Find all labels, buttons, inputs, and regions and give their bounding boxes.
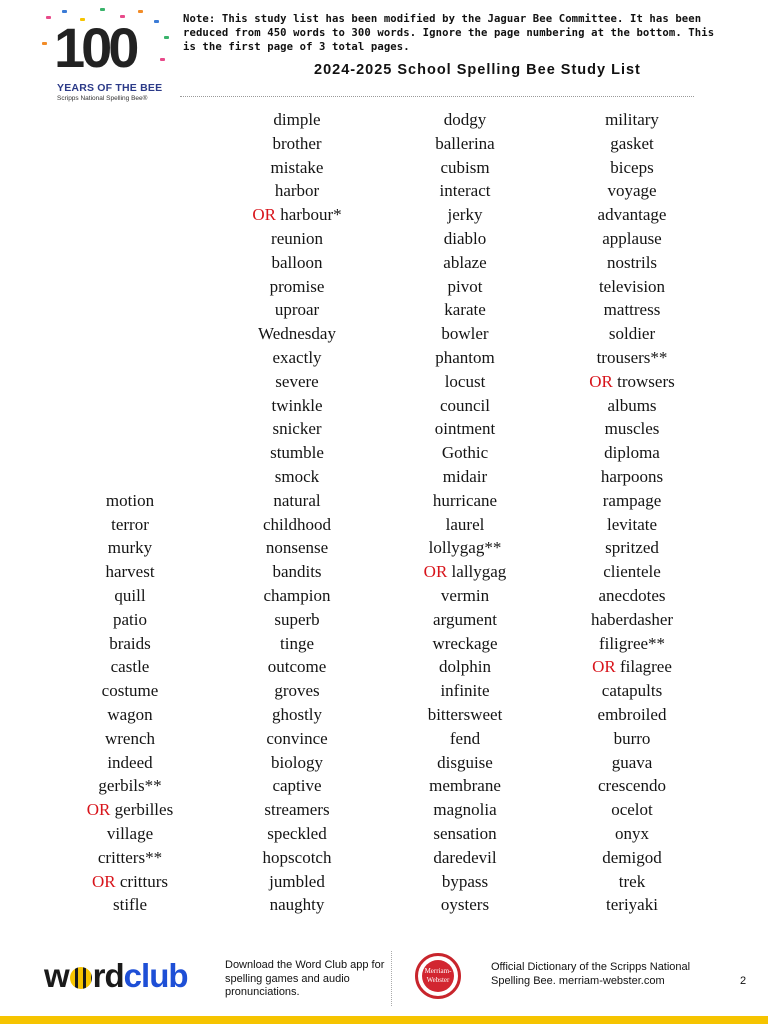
spelling-word	[217, 417, 377, 441]
spelling-word-text: biology	[271, 752, 323, 772]
spelling-word	[217, 156, 377, 180]
spelling-word-text: catapults	[601, 681, 663, 701]
word-column-2	[217, 108, 377, 917]
spelling-word-text: gasket	[610, 133, 654, 153]
spelling-word	[385, 608, 545, 632]
spelling-word	[385, 108, 545, 132]
spelling-word	[385, 298, 545, 322]
spelling-word-text: wagon	[107, 704, 153, 724]
spelling-word-text: fend	[449, 728, 481, 748]
spelling-word-text: severe	[275, 371, 319, 391]
spelling-word-text: gerbils**	[98, 776, 162, 796]
spelling-word	[552, 822, 712, 846]
spelling-word-text: biceps	[610, 157, 654, 177]
spelling-word-text: lollygag**	[428, 538, 502, 558]
spelling-word	[552, 394, 712, 418]
spelling-word-text: bandits	[272, 562, 322, 582]
spelling-word	[217, 893, 377, 917]
spelling-word	[50, 513, 210, 537]
spelling-word-text: snicker	[272, 419, 322, 439]
spelling-word	[217, 560, 377, 584]
spelling-word	[552, 751, 712, 775]
spelling-word-text: gerbilles	[114, 800, 174, 820]
spelling-word-text: lallygag	[451, 562, 507, 582]
spelling-word-text: harpoons	[600, 466, 664, 486]
spelling-word-text: guava	[611, 752, 653, 772]
spelling-word	[217, 275, 377, 299]
spelling-word-text: bowler	[441, 324, 489, 344]
spelling-word-text: uproar	[274, 300, 320, 320]
spelling-word	[217, 179, 377, 203]
logo-number: 100	[54, 16, 136, 79]
header-divider	[180, 96, 694, 97]
spelling-word	[217, 227, 377, 251]
spelling-word-text: infinite	[440, 681, 490, 701]
spelling-word-text: albums	[607, 395, 657, 415]
spelling-word	[217, 203, 377, 227]
spelling-word	[50, 774, 210, 798]
spelling-word	[385, 632, 545, 656]
spelling-word-text: muscles	[604, 419, 660, 439]
spelling-word-text: filagree	[619, 657, 672, 677]
spelling-word-text: clientele	[603, 562, 661, 582]
spelling-word	[552, 774, 712, 798]
spelling-word-text: natural	[273, 490, 321, 510]
merriam-webster-logo[interactable]: Merriam- Webster	[415, 953, 461, 999]
spelling-word-text: hurricane	[432, 490, 498, 510]
spelling-word	[552, 179, 712, 203]
spelling-word	[50, 536, 210, 560]
spelling-word	[50, 703, 210, 727]
spelling-word-text: locust	[444, 371, 486, 391]
word-column-1	[50, 489, 210, 917]
spelling-word	[50, 751, 210, 775]
spelling-word	[552, 132, 712, 156]
spelling-word	[552, 703, 712, 727]
spelling-word	[50, 608, 210, 632]
spelling-word-text: Gothic	[441, 443, 489, 463]
spelling-word	[552, 727, 712, 751]
footer	[0, 945, 768, 1024]
spelling-word-text: demigod	[602, 847, 662, 867]
spelling-word	[552, 655, 712, 679]
spelling-word-text: embroiled	[597, 704, 667, 724]
spelling-word	[50, 822, 210, 846]
spelling-word-text: balloon	[271, 252, 323, 272]
spelling-word-text: speckled	[267, 823, 327, 843]
spelling-word	[385, 536, 545, 560]
spelling-word	[385, 822, 545, 846]
spelling-word-text: anecdotes	[598, 585, 666, 605]
spelling-word	[217, 846, 377, 870]
spelling-word	[552, 560, 712, 584]
spelling-word	[552, 203, 712, 227]
spelling-word-text: pivot	[447, 276, 483, 296]
spelling-word	[385, 394, 545, 418]
spelling-word	[552, 370, 712, 394]
spelling-word-text: spritzed	[605, 538, 659, 558]
spelling-word-text: advantage	[597, 205, 667, 225]
spelling-word	[217, 822, 377, 846]
spelling-word-text: quill	[114, 585, 146, 605]
spelling-word-text: trek	[618, 871, 646, 891]
spelling-word	[217, 251, 377, 275]
spelling-word-text: jumbled	[269, 871, 325, 891]
spelling-word-text: argument	[433, 609, 497, 629]
spelling-word-text: bittersweet	[427, 704, 503, 724]
spelling-word	[217, 751, 377, 775]
spelling-word-text: tinge	[280, 633, 314, 653]
spelling-word	[217, 584, 377, 608]
spelling-word	[50, 584, 210, 608]
spelling-word	[217, 346, 377, 370]
alternate-spelling-marker: OR	[86, 800, 111, 820]
spelling-word	[217, 513, 377, 537]
spelling-word-text: critturs	[119, 871, 169, 891]
spelling-word-text: murky	[107, 538, 153, 558]
spelling-word	[217, 322, 377, 346]
spelling-word-text: indeed	[107, 752, 153, 772]
alternate-spelling-marker: OR	[589, 371, 613, 391]
footer-divider	[391, 951, 392, 1006]
spelling-word-text: Wednesday	[258, 324, 336, 344]
spelling-word	[385, 727, 545, 751]
spelling-word	[385, 465, 545, 489]
spelling-word	[552, 632, 712, 656]
spelling-word-text: dimple	[273, 110, 321, 129]
spelling-word	[50, 679, 210, 703]
spelling-word	[552, 536, 712, 560]
spelling-word	[217, 465, 377, 489]
spelling-word-text: village	[106, 823, 154, 843]
spelling-word	[552, 275, 712, 299]
spelling-word-text: terror	[111, 514, 149, 534]
spelling-word-text: phantom	[435, 347, 495, 367]
spelling-word-text: bypass	[441, 871, 489, 891]
spelling-word-text: daredevil	[433, 847, 497, 867]
committee-note: Note: This study list has been modified by the Jaguar Bee Committee. It has been reduced from 450 words to 300 words. Ignore the page numbering at the bottom. This is the first page of 3 total pages.	[183, 13, 715, 53]
spelling-word-text: jerky	[447, 205, 483, 225]
spelling-word-text: voyage	[607, 181, 657, 201]
spelling-word	[385, 560, 545, 584]
spelling-word	[385, 275, 545, 299]
spelling-word-text: twinkle	[271, 395, 323, 415]
spelling-word	[552, 156, 712, 180]
spelling-word	[552, 489, 712, 513]
spelling-word-text: diablo	[443, 228, 487, 248]
spelling-word-text: naughty	[269, 895, 325, 915]
spelling-word	[552, 846, 712, 870]
spelling-word	[385, 370, 545, 394]
spelling-word	[50, 632, 210, 656]
spelling-word-text: teriyaki	[606, 895, 658, 915]
alternate-spelling-marker: OR	[252, 205, 276, 225]
spelling-word	[552, 108, 712, 132]
spelling-word-text: promise	[269, 276, 325, 296]
logo-subtitle: Scripps National Spelling Bee®	[57, 95, 148, 102]
spelling-word	[385, 346, 545, 370]
spelling-word-text: soldier	[608, 324, 656, 344]
spelling-word-text: rampage	[602, 490, 662, 510]
spelling-word	[217, 798, 377, 822]
spelling-word-text: groves	[274, 681, 320, 701]
spelling-word-text: hopscotch	[262, 847, 332, 867]
spelling-word-text: captive	[272, 776, 322, 796]
wordclub-app-promo: Download the Word Club app for spelling games and audio pronunciations.	[225, 959, 385, 998]
spelling-word-text: magnolia	[433, 800, 497, 820]
spelling-word-text: mistake	[270, 157, 324, 177]
alternate-spelling-marker: OR	[91, 871, 116, 891]
years-of-the-bee-logo	[40, 6, 175, 106]
spelling-word	[217, 632, 377, 656]
spelling-word-text: ghostly	[271, 704, 323, 724]
spelling-word-text: outcome	[267, 657, 327, 677]
spelling-word	[385, 322, 545, 346]
spelling-word	[385, 774, 545, 798]
spelling-word	[552, 346, 712, 370]
spelling-word	[385, 417, 545, 441]
spelling-word-text: disguise	[437, 752, 493, 772]
spelling-word	[217, 489, 377, 513]
spelling-word	[552, 608, 712, 632]
spelling-word	[552, 298, 712, 322]
spelling-word	[385, 179, 545, 203]
spelling-word-text: applause	[602, 228, 662, 248]
spelling-word	[385, 251, 545, 275]
spelling-word-text: filigree**	[598, 633, 666, 653]
spelling-word	[50, 798, 210, 822]
spelling-word-text: convince	[266, 728, 328, 748]
spelling-word-text: levitate	[606, 514, 658, 534]
spelling-word-text: stifle	[113, 895, 147, 915]
spelling-word	[552, 798, 712, 822]
spelling-word-text: midair	[442, 466, 488, 486]
spelling-word-text: superb	[274, 609, 320, 629]
logo-tagline: YEARS OF THE BEE	[57, 82, 163, 94]
spelling-word-text: interact	[439, 181, 491, 201]
spelling-word-text: patio	[113, 609, 147, 629]
spelling-word	[217, 394, 377, 418]
spelling-word-text: castle	[110, 657, 150, 677]
spelling-word	[385, 132, 545, 156]
spelling-word	[552, 513, 712, 537]
spelling-word	[385, 655, 545, 679]
spelling-word-text: childhood	[263, 514, 331, 534]
spelling-word	[217, 132, 377, 156]
spelling-word-text: television	[598, 276, 666, 296]
spelling-word-text: onyx	[615, 823, 649, 843]
spelling-word	[385, 679, 545, 703]
page-number: 2	[740, 975, 747, 987]
spelling-word-text: ocelot	[611, 800, 653, 820]
spelling-word-text: diploma	[604, 443, 660, 463]
spelling-word-text: burro	[613, 728, 651, 748]
spelling-word-text: dodgy	[443, 110, 487, 129]
spelling-word	[552, 584, 712, 608]
spelling-word	[217, 108, 377, 132]
spelling-word-text: reunion	[271, 228, 323, 248]
spelling-word	[217, 870, 377, 894]
spelling-word	[217, 774, 377, 798]
spelling-word-text: brother	[272, 133, 322, 153]
spelling-word-text: wreckage	[432, 633, 498, 653]
spelling-word-text: ointment	[434, 419, 496, 439]
spelling-word-text: laurel	[445, 514, 485, 534]
spelling-word	[552, 679, 712, 703]
spelling-word-text: trowsers	[617, 371, 675, 391]
bee-icon	[70, 967, 92, 989]
spelling-word-text: ballerina	[435, 133, 495, 153]
spelling-word	[50, 870, 210, 894]
spelling-word-text: braids	[109, 633, 151, 653]
spelling-word-text: membrane	[429, 776, 501, 796]
spelling-word	[385, 227, 545, 251]
spelling-word	[552, 417, 712, 441]
spelling-word	[217, 370, 377, 394]
spelling-word-text: trousers**	[596, 347, 668, 367]
spelling-word	[385, 489, 545, 513]
spelling-word	[50, 655, 210, 679]
footer-yellow-bar	[0, 1016, 768, 1024]
spelling-word	[385, 870, 545, 894]
spelling-word-text: nostrils	[606, 252, 658, 272]
spelling-word	[552, 251, 712, 275]
spelling-word-text: streamers	[264, 800, 330, 820]
spelling-word-text: mattress	[603, 300, 661, 320]
spelling-word	[385, 798, 545, 822]
spelling-word	[385, 703, 545, 727]
spelling-word-text: champion	[263, 585, 331, 605]
wordclub-logo[interactable]: w rdclub	[44, 957, 188, 994]
spelling-word-text: nonsense	[265, 538, 329, 558]
spelling-word-text: dolphin	[439, 657, 491, 677]
spelling-word	[385, 156, 545, 180]
spelling-word	[385, 513, 545, 537]
spelling-word-text: ablaze	[443, 252, 487, 272]
spelling-word	[552, 870, 712, 894]
spelling-word	[50, 846, 210, 870]
spelling-word	[552, 227, 712, 251]
spelling-word-text: motion	[105, 490, 155, 510]
word-column-4	[552, 108, 712, 917]
page-title: 2024-2025 School Spelling Bee Study List	[314, 62, 641, 78]
spelling-word-text: harvest	[105, 562, 155, 582]
spelling-word	[217, 703, 377, 727]
spelling-word	[217, 608, 377, 632]
spelling-word	[217, 536, 377, 560]
spelling-word	[50, 893, 210, 917]
spelling-word-text: exactly	[272, 347, 322, 367]
spelling-word	[50, 560, 210, 584]
spelling-word-text: council	[439, 395, 491, 415]
spelling-word	[217, 655, 377, 679]
spelling-word	[552, 441, 712, 465]
spelling-word	[217, 727, 377, 751]
spelling-word-text: karate	[444, 300, 486, 320]
spelling-word	[50, 727, 210, 751]
spelling-word	[217, 679, 377, 703]
spelling-word-text: oysters	[440, 895, 490, 915]
alternate-spelling-marker: OR	[592, 657, 616, 677]
spelling-word-text: wrench	[104, 728, 156, 748]
word-column-3	[385, 108, 545, 917]
spelling-word-text: haberdasher	[590, 609, 674, 629]
spelling-word	[385, 893, 545, 917]
spelling-word-text: harbour*	[280, 205, 342, 225]
spelling-word	[50, 489, 210, 513]
spelling-word	[385, 751, 545, 775]
spelling-word	[217, 441, 377, 465]
spelling-word-text: smock	[274, 466, 320, 486]
spelling-word-text: vermin	[440, 585, 490, 605]
spelling-word	[385, 441, 545, 465]
spelling-word-text: costume	[101, 681, 159, 701]
spelling-word-text: sensation	[433, 823, 497, 843]
spelling-word	[552, 893, 712, 917]
spelling-word	[385, 584, 545, 608]
alternate-spelling-marker: OR	[423, 562, 448, 582]
spelling-word-text: military	[605, 110, 659, 129]
spelling-word	[217, 298, 377, 322]
spelling-word-text: harbor	[274, 181, 320, 201]
spelling-word-text: critters**	[97, 847, 163, 867]
spelling-word-text: cubism	[440, 157, 490, 177]
spelling-word-text: stumble	[270, 443, 324, 463]
spelling-word-text: crescendo	[598, 776, 666, 796]
spelling-word	[385, 203, 545, 227]
spelling-word	[552, 322, 712, 346]
spelling-word	[385, 846, 545, 870]
spelling-word	[552, 465, 712, 489]
official-dictionary-text: Official Dictionary of the Scripps National Spelling Bee. merriam-webster.com	[491, 961, 691, 987]
